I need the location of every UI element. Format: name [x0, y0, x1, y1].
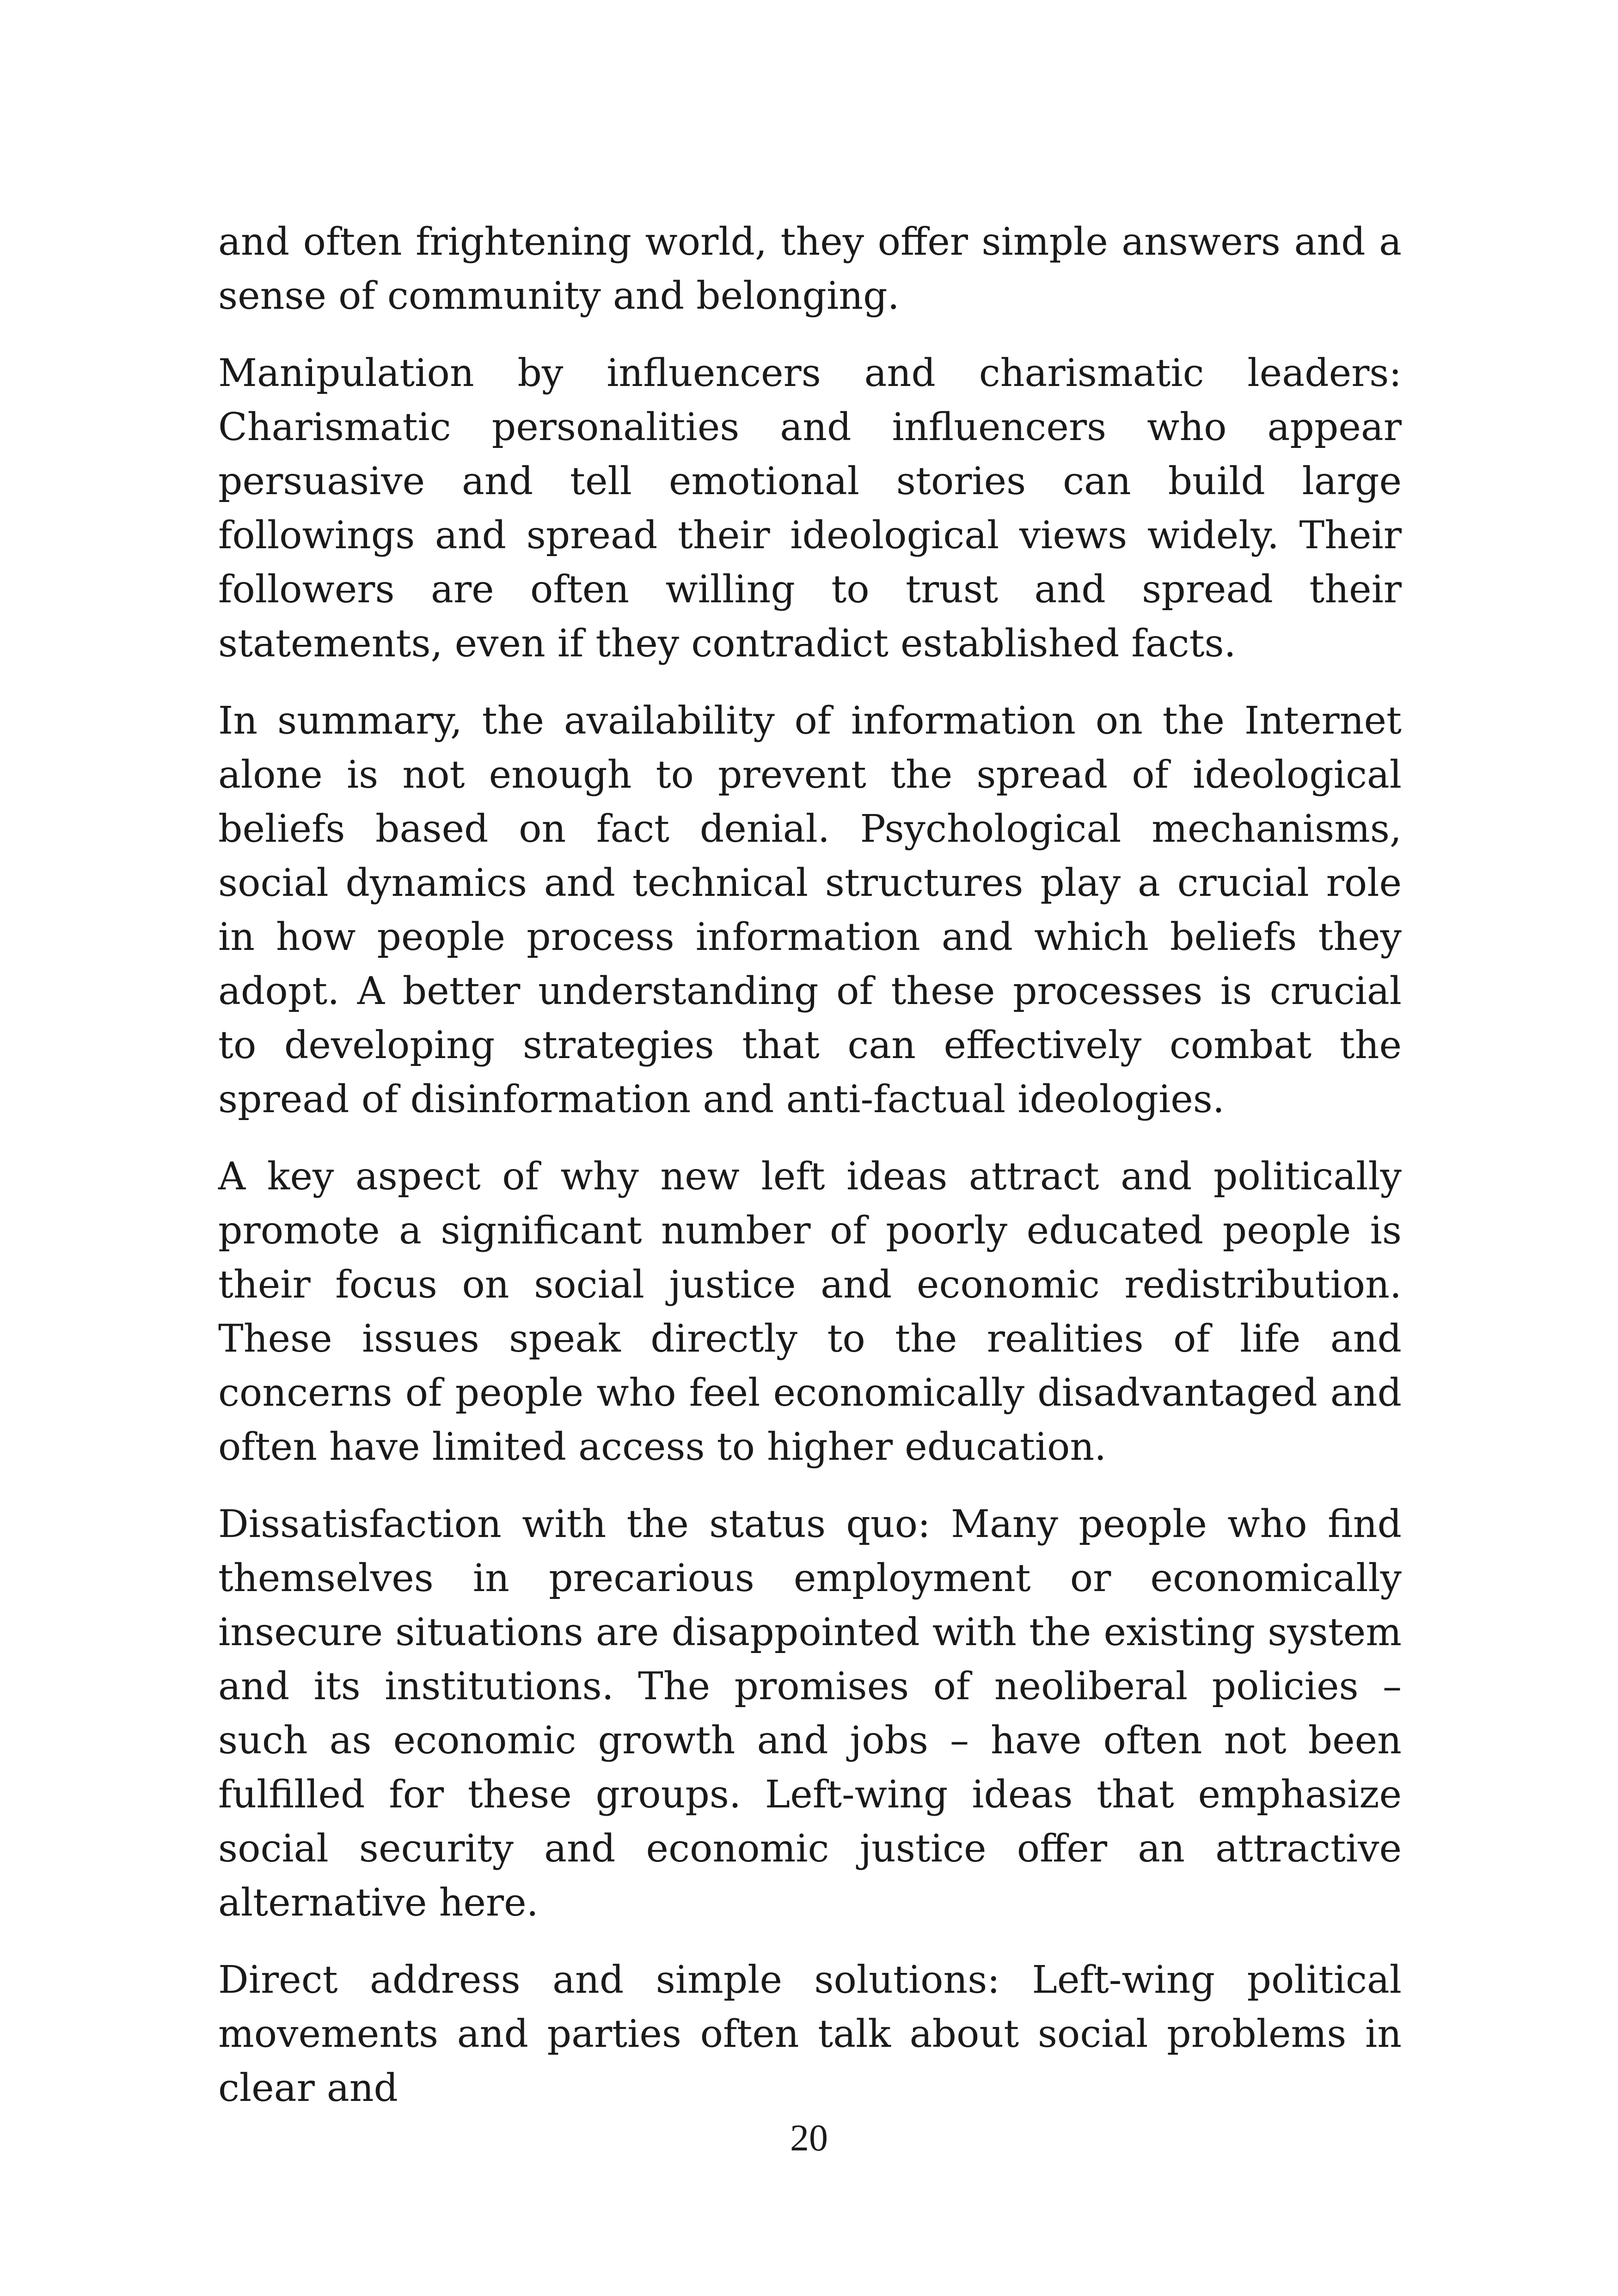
paragraph: In summary, the availability of information on the Internet alone is not enough to prevent the spread of ideological beliefs based on fact denial. Psychological mechanisms, social dynamics and technical structures play a crucial role in how people process information and which beliefs they adopt. A better understanding of these processes is crucial to developing strategies that can effectively combat the spread of disinformation and anti-factual ideologies.: [218, 699, 1402, 1121]
paragraph: A key aspect of why new left ideas attract and politically promote a significant number of poorly educated people is their focus on social justice and economic redistribution. These issues speak directly to the realities of life and concerns of people who feel economically disadvantaged and often have limited access to higher education.: [218, 1155, 1402, 1469]
paragraph: Direct address and simple solutions: Left-wing political movements and parties often talk about social problems in clear and: [218, 1958, 1402, 2110]
paragraph: and often frightening world, they offer simple answers and a sense of community and belonging.: [218, 220, 1402, 318]
paragraph: Manipulation by influencers and charismatic leaders: Charismatic personalities and influencers who appear persuasive and tell emotional stories can build large followings and spread their ideological views widely. Their followers are often willing to trust and spread their statements, even if they contradict established facts.: [218, 351, 1402, 666]
paragraph: Dissatisfaction with the status quo: Many people who find themselves in precarious employment or economically insecure situations are disappointed with the existing system and its institutions. The promises of neoliberal policies – such as economic growth and jobs – have often not been fulfilled for these groups. Left-wing ideas that emphasize social security and economic justice offer an attractive alternative here.: [218, 1502, 1402, 1925]
body-text: [218, 215, 1402, 2138]
page-number: 20: [790, 2117, 828, 2159]
